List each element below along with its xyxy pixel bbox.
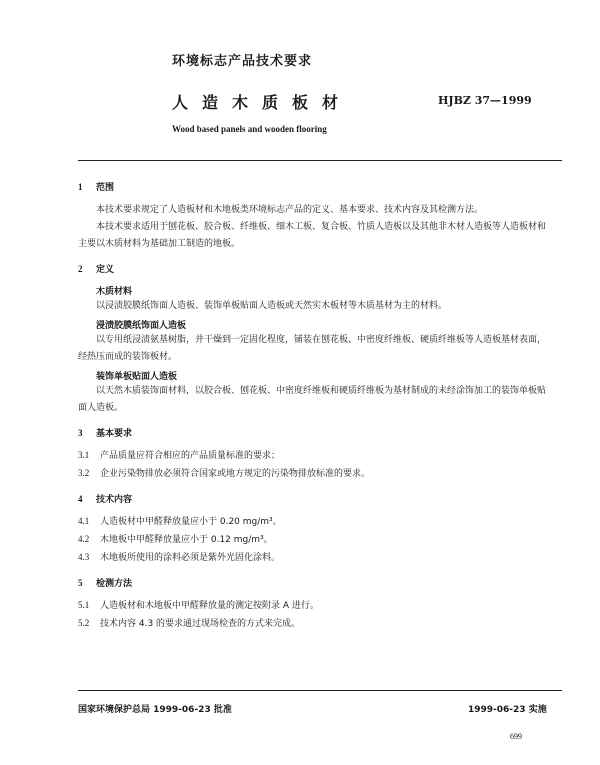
list-item	[78, 532, 273, 545]
implementation-date: 1999-06-23 实施	[468, 705, 547, 715]
list-item	[78, 550, 280, 563]
section-title: 技术内容	[96, 495, 133, 505]
list-item	[78, 448, 280, 461]
section-number: 1	[78, 182, 83, 192]
section-5-heading	[78, 576, 132, 589]
section-number: 3	[78, 428, 83, 438]
item-text: 技术内容 4.3 的要求通过现场检查的方式来完成。	[100, 619, 301, 629]
item-number: 5.1	[78, 600, 90, 610]
standard-series-title: 环境标志产品技术要求	[172, 54, 313, 69]
list-item	[78, 466, 370, 479]
list-item	[78, 616, 300, 629]
item-number: 4.1	[78, 516, 90, 526]
item-text: 木地板中甲醛释放量应小于 0.12 mg/m³。	[100, 535, 273, 545]
section-number: 2	[78, 264, 83, 274]
definition-term: 装饰单板贴面人造板	[96, 372, 178, 382]
item-number: 3.2	[78, 468, 90, 478]
definition-text: 以专用纸浸渍氨基树脂，并干燥到一定固化程度，铺装在刨花板、中密度纤维板、硬质纤维板等人造板基材表面，经热压而成的装饰板材。	[78, 335, 547, 362]
list-item	[78, 598, 319, 611]
section-3-heading	[78, 426, 132, 439]
page-number: 699	[510, 732, 522, 741]
item-text: 人造板材中甲醛释放量应小于 0.20 mg/m³。	[100, 517, 282, 527]
section-4-heading	[78, 492, 132, 505]
definition-term: 木质材料	[96, 287, 133, 297]
document-title: 人造木质板材	[172, 93, 353, 112]
definition-term: 浸渍胶膜纸饰面人造板	[96, 321, 187, 331]
section-1-heading	[78, 180, 114, 193]
item-text: 产品质量应符合相应的产品质量标准的要求；	[100, 451, 281, 461]
section-title: 检测方法	[96, 579, 133, 589]
section-title: 基本要求	[96, 429, 133, 439]
paragraph: 本技术要求规定了人造板材和木地板类环境标志产品的定义、基本要求、技术内容及其检测方法。	[96, 205, 484, 215]
standard-code: HJBZ 37—1999	[438, 94, 532, 107]
header-divider	[78, 160, 562, 161]
item-text: 人造板材和木地板中甲醛释放量的测定按附录 A 进行。	[100, 601, 319, 611]
english-title: Wood based panels and wooden flooring	[172, 124, 327, 134]
section-2-heading	[78, 262, 114, 275]
definition-text: 以浸渍胶膜纸饰面人造板、装饰单板贴面人造板或天然实木板材等木质基材为主的材料。	[96, 301, 448, 311]
paragraph: 本技术要求适用于刨花板、胶合板、纤维板、细木工板、复合板、竹质人造板以及其他非木材人造板等人造板材和主要以木质材料为基础加工制造的地板。	[78, 222, 547, 249]
item-text: 企业污染物排放必须符合国家或地方规定的污染物排放标准的要求。	[100, 469, 371, 479]
section-number: 5	[78, 578, 83, 588]
list-item	[78, 514, 282, 527]
item-number: 4.2	[78, 534, 90, 544]
item-text: 木地板所使用的涂料必须是紫外光固化涂料。	[100, 553, 281, 563]
definition-text: 以天然木质装饰面材料，以胶合板、刨花板、中密度纤维板和硬质纤维板为基材制成的未经涂饰加工的装饰单板贴面人造板。	[78, 386, 547, 413]
section-number: 4	[78, 494, 83, 504]
section-title: 范围	[96, 183, 115, 193]
item-number: 5.2	[78, 618, 90, 628]
footer-divider	[78, 690, 562, 691]
item-number: 3.1	[78, 450, 90, 460]
approval-date: 国家环境保护总局 1999-06-23 批准	[78, 705, 232, 715]
section-title: 定义	[96, 265, 115, 275]
item-number: 4.3	[78, 552, 90, 562]
